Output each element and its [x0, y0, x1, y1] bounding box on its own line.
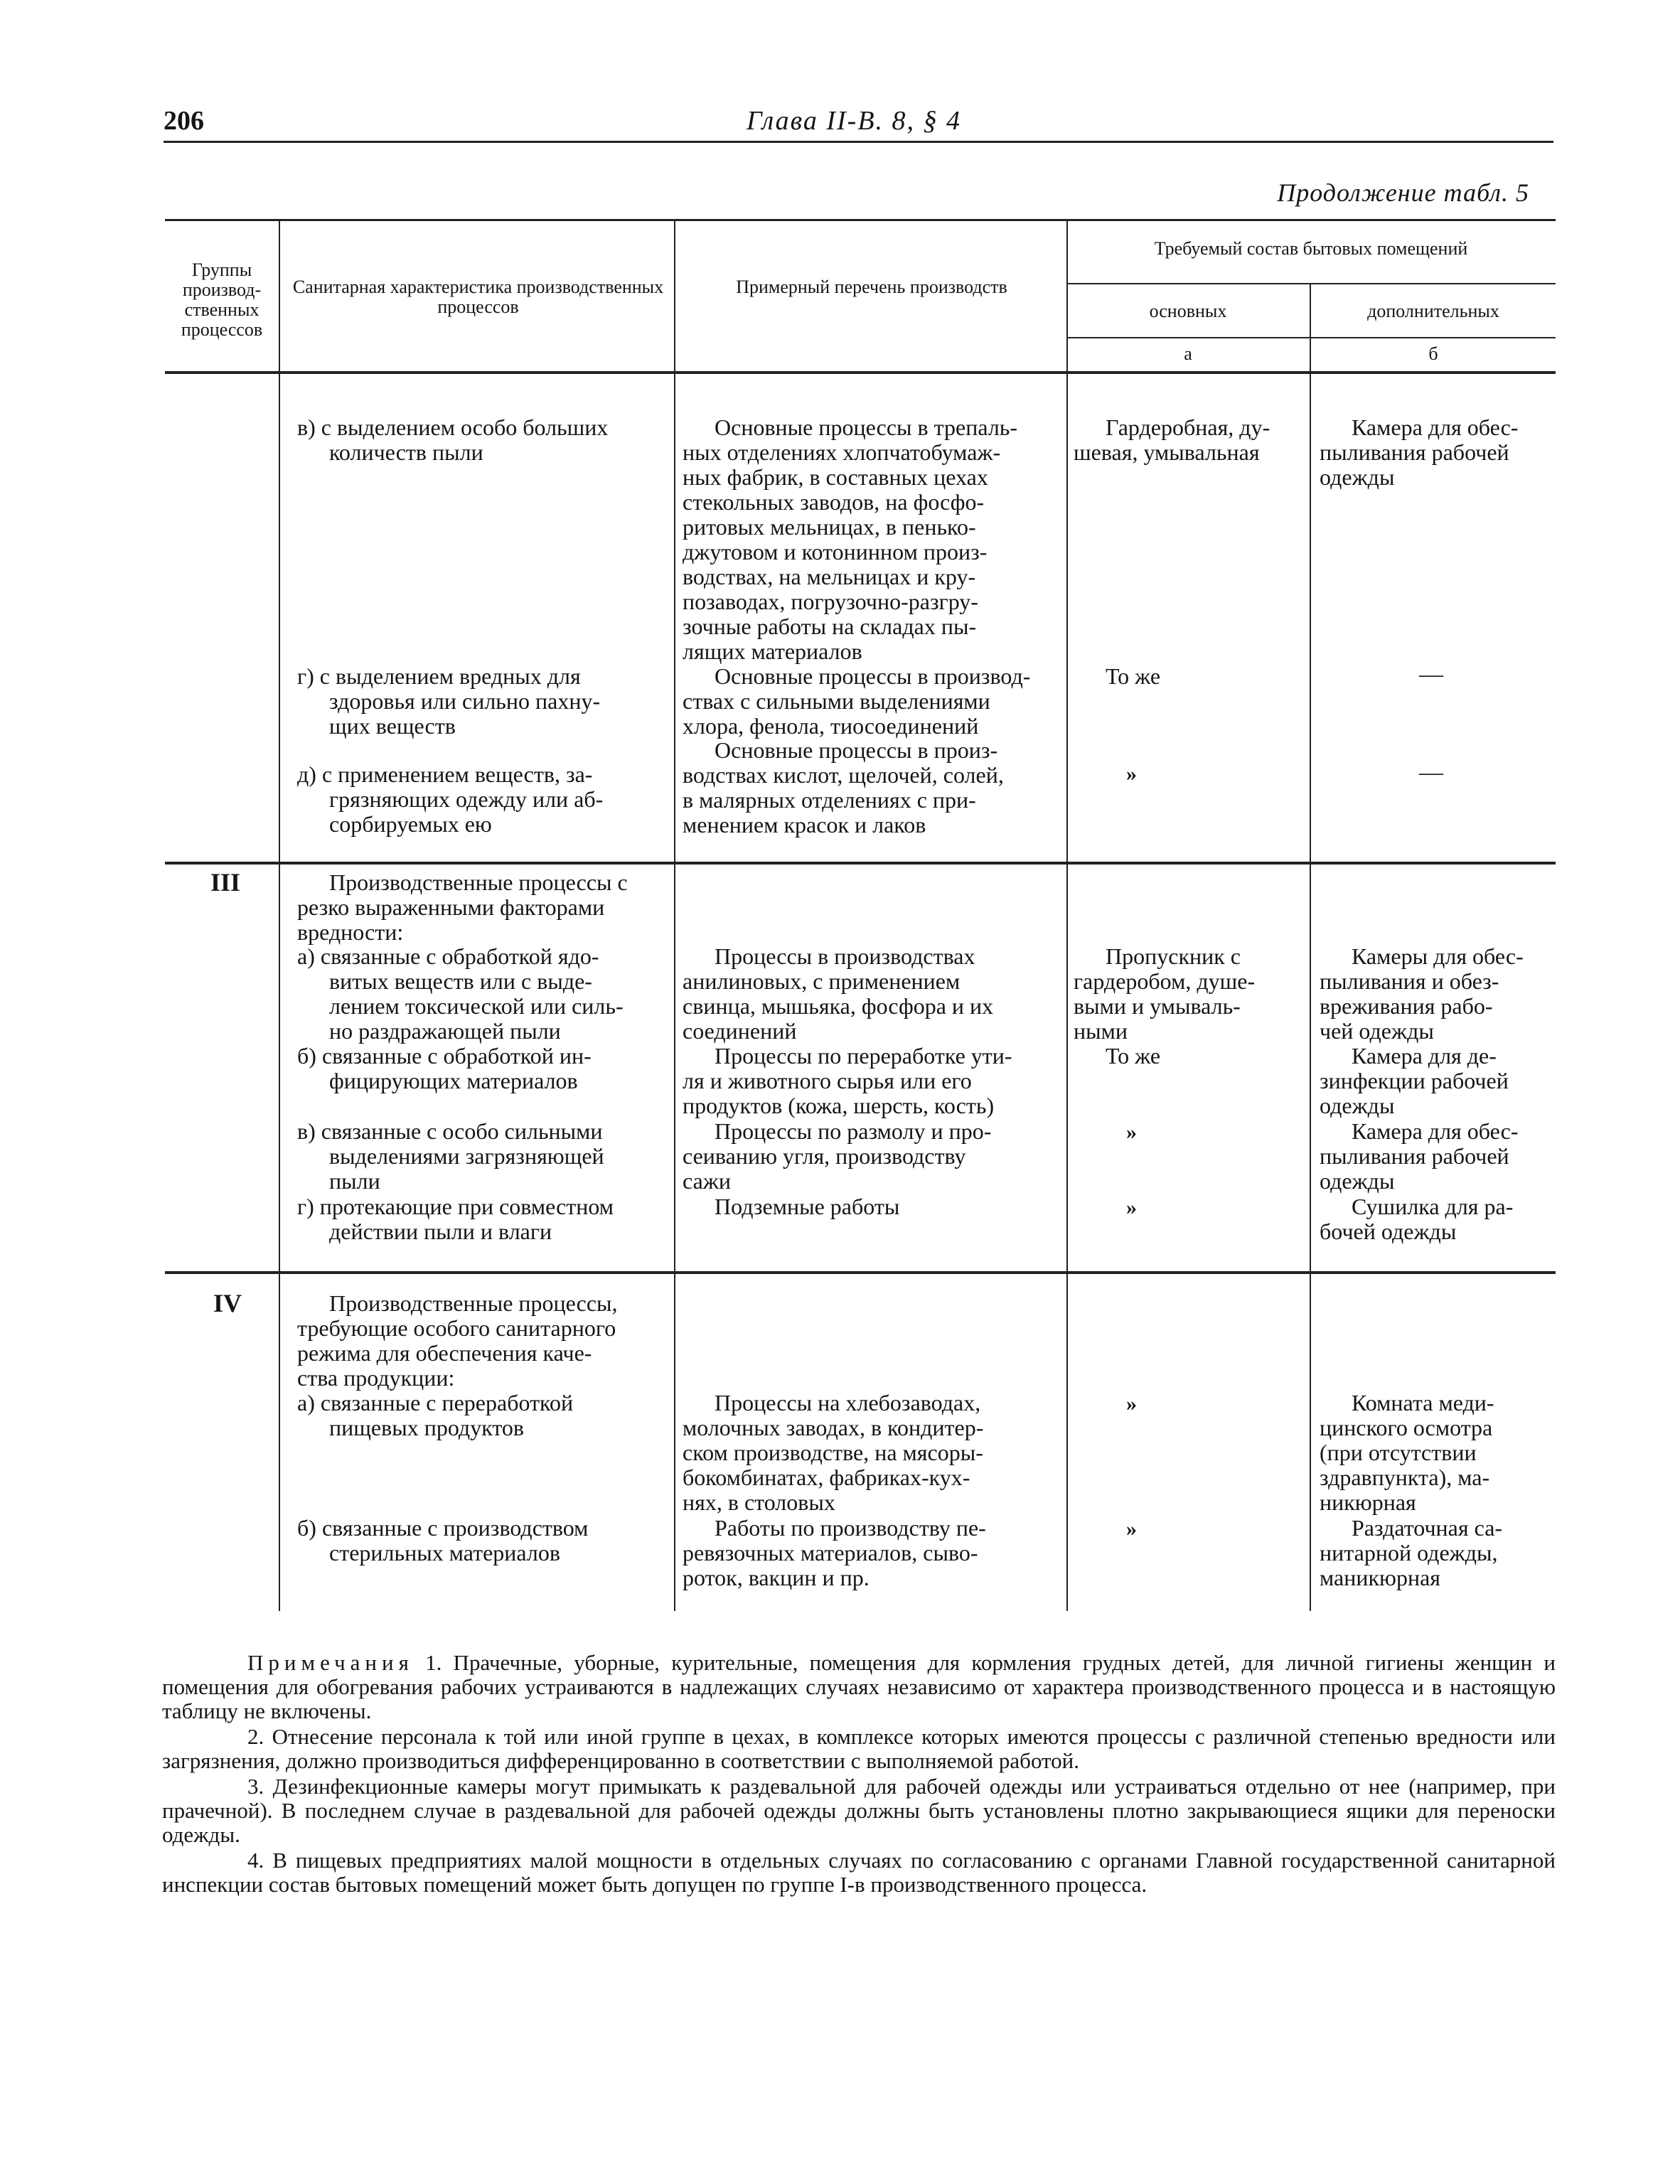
- characteristic-cell: б) связанные с обработкой ин- фицирующих материалов: [297, 1043, 592, 1093]
- header-required: Требуемый состав бытовых помещений: [1154, 238, 1468, 259]
- additional-rooms-cell: Камера для обес- пыливания рабочей одежды: [1320, 1118, 1519, 1194]
- section-iii-rule: [165, 862, 1556, 864]
- additional-rooms-cell: Камеры для обес- пыливания и обез- вреживания рабо- чей одежды: [1320, 943, 1524, 1044]
- note-2: 2. Отнесение персонала к той или иной группе в цехах, в комплексе которых имеются процессы с различной степенью вредности или загрязнения, должно производиться дифференцированно в соответствии с выполняемой работой.: [162, 1724, 1556, 1773]
- production-cell: Процессы на хлебозаводах, молочных заводах, в кондитер- ском производстве, на мясоры- бокомбинатах, фабриках-кух- нях, в столовых: [683, 1390, 984, 1515]
- ditto-mark: »: [1126, 1392, 1137, 1415]
- characteristic-cell: в) с выделением особо больших количеств пыли: [297, 414, 609, 465]
- notes-title: Примечания: [247, 1650, 414, 1675]
- main-rooms-cell: То же: [1106, 1043, 1161, 1069]
- header-groups: Группы производ- ственных процессов: [181, 259, 263, 340]
- production-cell: Подземные работы: [715, 1194, 900, 1219]
- main-rooms-cell: То же: [1106, 663, 1161, 689]
- header-subrule-letters: [1066, 337, 1556, 338]
- header-characteristic: Санитарная характеристика производственных процессов: [292, 277, 664, 317]
- table-notes: [162, 1651, 1556, 1898]
- production-cell: Основные процессы в трепаль- ных отделениях хлопчатобумаж- ных фабрик, в составных цехах стекольных заводов, на фосфо- ритовых мельницах, в пенько- джутовом и котонинном произ- водствах, на мельницах и кру- позаводах, погрузочно-разгру- зочные работы на складах пы- лящих материалов: [683, 414, 1018, 664]
- production-cell: Процессы в производствах анилиновых, с применением свинца, мышьяка, фосфора и их соединений: [683, 943, 994, 1044]
- characteristic-cell: в) связанные с особо сильными выделениями загрязняющей пыли: [297, 1118, 604, 1194]
- additional-rooms-cell: Сушилка для ра- бочей одежды: [1320, 1194, 1514, 1244]
- characteristic-cell: а) связанные с переработкой пищевых продуктов: [297, 1390, 574, 1440]
- col-divider-groups: [279, 220, 280, 1611]
- ditto-mark: »: [1126, 1120, 1137, 1144]
- production-cell: Процессы по размолу и про- сеиванию угля, производству сажи: [683, 1118, 992, 1194]
- production-cell: Основные процессы в произ- водствах кислот, щелочей, солей, в малярных отделениях с при- менением красок и лаков: [683, 737, 1004, 837]
- additional-rooms-cell: Раздаточная са- нитарной одежды, маникюрная: [1320, 1515, 1503, 1590]
- table-top-rule: [165, 219, 1556, 221]
- running-header: [164, 105, 1553, 143]
- running-title: Глава II-В. 8, § 4: [747, 106, 962, 136]
- ditto-mark: »: [1126, 1196, 1137, 1219]
- group-number: IV: [213, 1289, 242, 1317]
- group-number: III: [210, 868, 241, 896]
- production-cell: Работы по производству пе- ревязочных материалов, сыво- роток, вакцин и пр.: [683, 1515, 986, 1590]
- col-divider-characteristic: [674, 220, 675, 1611]
- header-bottom-rule: [165, 371, 1556, 374]
- characteristic-cell: г) с выделением вредных для здоровья или сильно пахну- щих веществ: [297, 663, 601, 739]
- note-3: 3. Дезинфекционные камеры могут примыкать к раздевальной для рабочей одежды или устраиваться отдельно от нее (например, при прачечной). В последнем случае в раздевальной для рабочей одежды должны быть установлены плотно закрывающиеся ящики для переноски одежды.: [162, 1774, 1556, 1847]
- header-production: Примерный перечень производств: [736, 277, 1007, 297]
- characteristic-cell: д) с применением веществ, за- грязняющих одежду или аб- сорбируемых ею: [297, 761, 604, 837]
- additional-rooms-dash: —: [1419, 661, 1443, 687]
- col-divider-production: [1066, 220, 1068, 1611]
- note-4: 4. В пищевых предприятиях малой мощности в отдельных случаях по согласованию с органами Главной государственной санитарной инспекции состав бытовых помещений может быть допущен по группе I-в производственного процесса.: [162, 1848, 1556, 1897]
- header-additional-letter: б: [1428, 343, 1438, 364]
- table-continuation-label: Продолжение табл. 5: [1277, 178, 1529, 207]
- additional-rooms-cell: Комната меди- цинского осмотра (при отсутствии здравпункта), ма- никюрная: [1320, 1390, 1494, 1515]
- note-1: Примечания 1. Прачечные, уборные, курительные, помещения для кормления грудных детей, для личной гигиены женщин и помещения для обогревания рабочих устраиваются в надлежащих случаях независимо от характера производственного процесса и в настоящую таблицу не включены.: [162, 1650, 1556, 1723]
- ditto-mark: »: [1126, 762, 1137, 786]
- production-cell: Основные процессы в производ- ствах с сильными выделениями хлора, фенола, тиосоединений: [683, 663, 1031, 739]
- characteristic-cell: б) связанные с производством стерильных материалов: [297, 1515, 589, 1565]
- header-additional: дополнительных: [1367, 301, 1499, 321]
- ditto-mark: »: [1126, 1517, 1137, 1541]
- header-main: основных: [1149, 301, 1227, 321]
- additional-rooms-cell: Камера для де- зинфекции рабочей одежды: [1320, 1043, 1509, 1118]
- group-intro: Производственные процессы с резко выраженными факторами вредности:: [297, 869, 628, 945]
- col-divider-main: [1310, 283, 1311, 1611]
- main-rooms-cell: Гардеробная, ду- шевая, умывальная: [1074, 414, 1270, 465]
- characteristic-cell: а) связанные с обработкой ядо- витых веществ или с выде- лением токсической или силь- но раздражающей пыли: [297, 943, 624, 1044]
- header-subrule-required: [1066, 283, 1556, 284]
- production-cell: Процессы по переработке ути- ля и животного сырья или его продуктов (кожа, шерсть, кость): [683, 1043, 1012, 1118]
- main-rooms-cell: Пропускник с гардеробом, душе- выми и умываль- ными: [1074, 943, 1256, 1044]
- characteristic-cell: г) протекающие при совместном действии пыли и влаги: [297, 1194, 614, 1244]
- additional-rooms-cell: Камера для обес- пыливания рабочей одежды: [1320, 414, 1519, 490]
- group-intro: Производственные процессы, требующие особого санитарного режима для обеспечения каче- ства продукции:: [297, 1290, 618, 1391]
- additional-rooms-dash: —: [1419, 759, 1443, 786]
- page-number: 206: [164, 106, 204, 136]
- header-main-letter: а: [1184, 343, 1192, 364]
- section-iv-rule: [165, 1271, 1556, 1274]
